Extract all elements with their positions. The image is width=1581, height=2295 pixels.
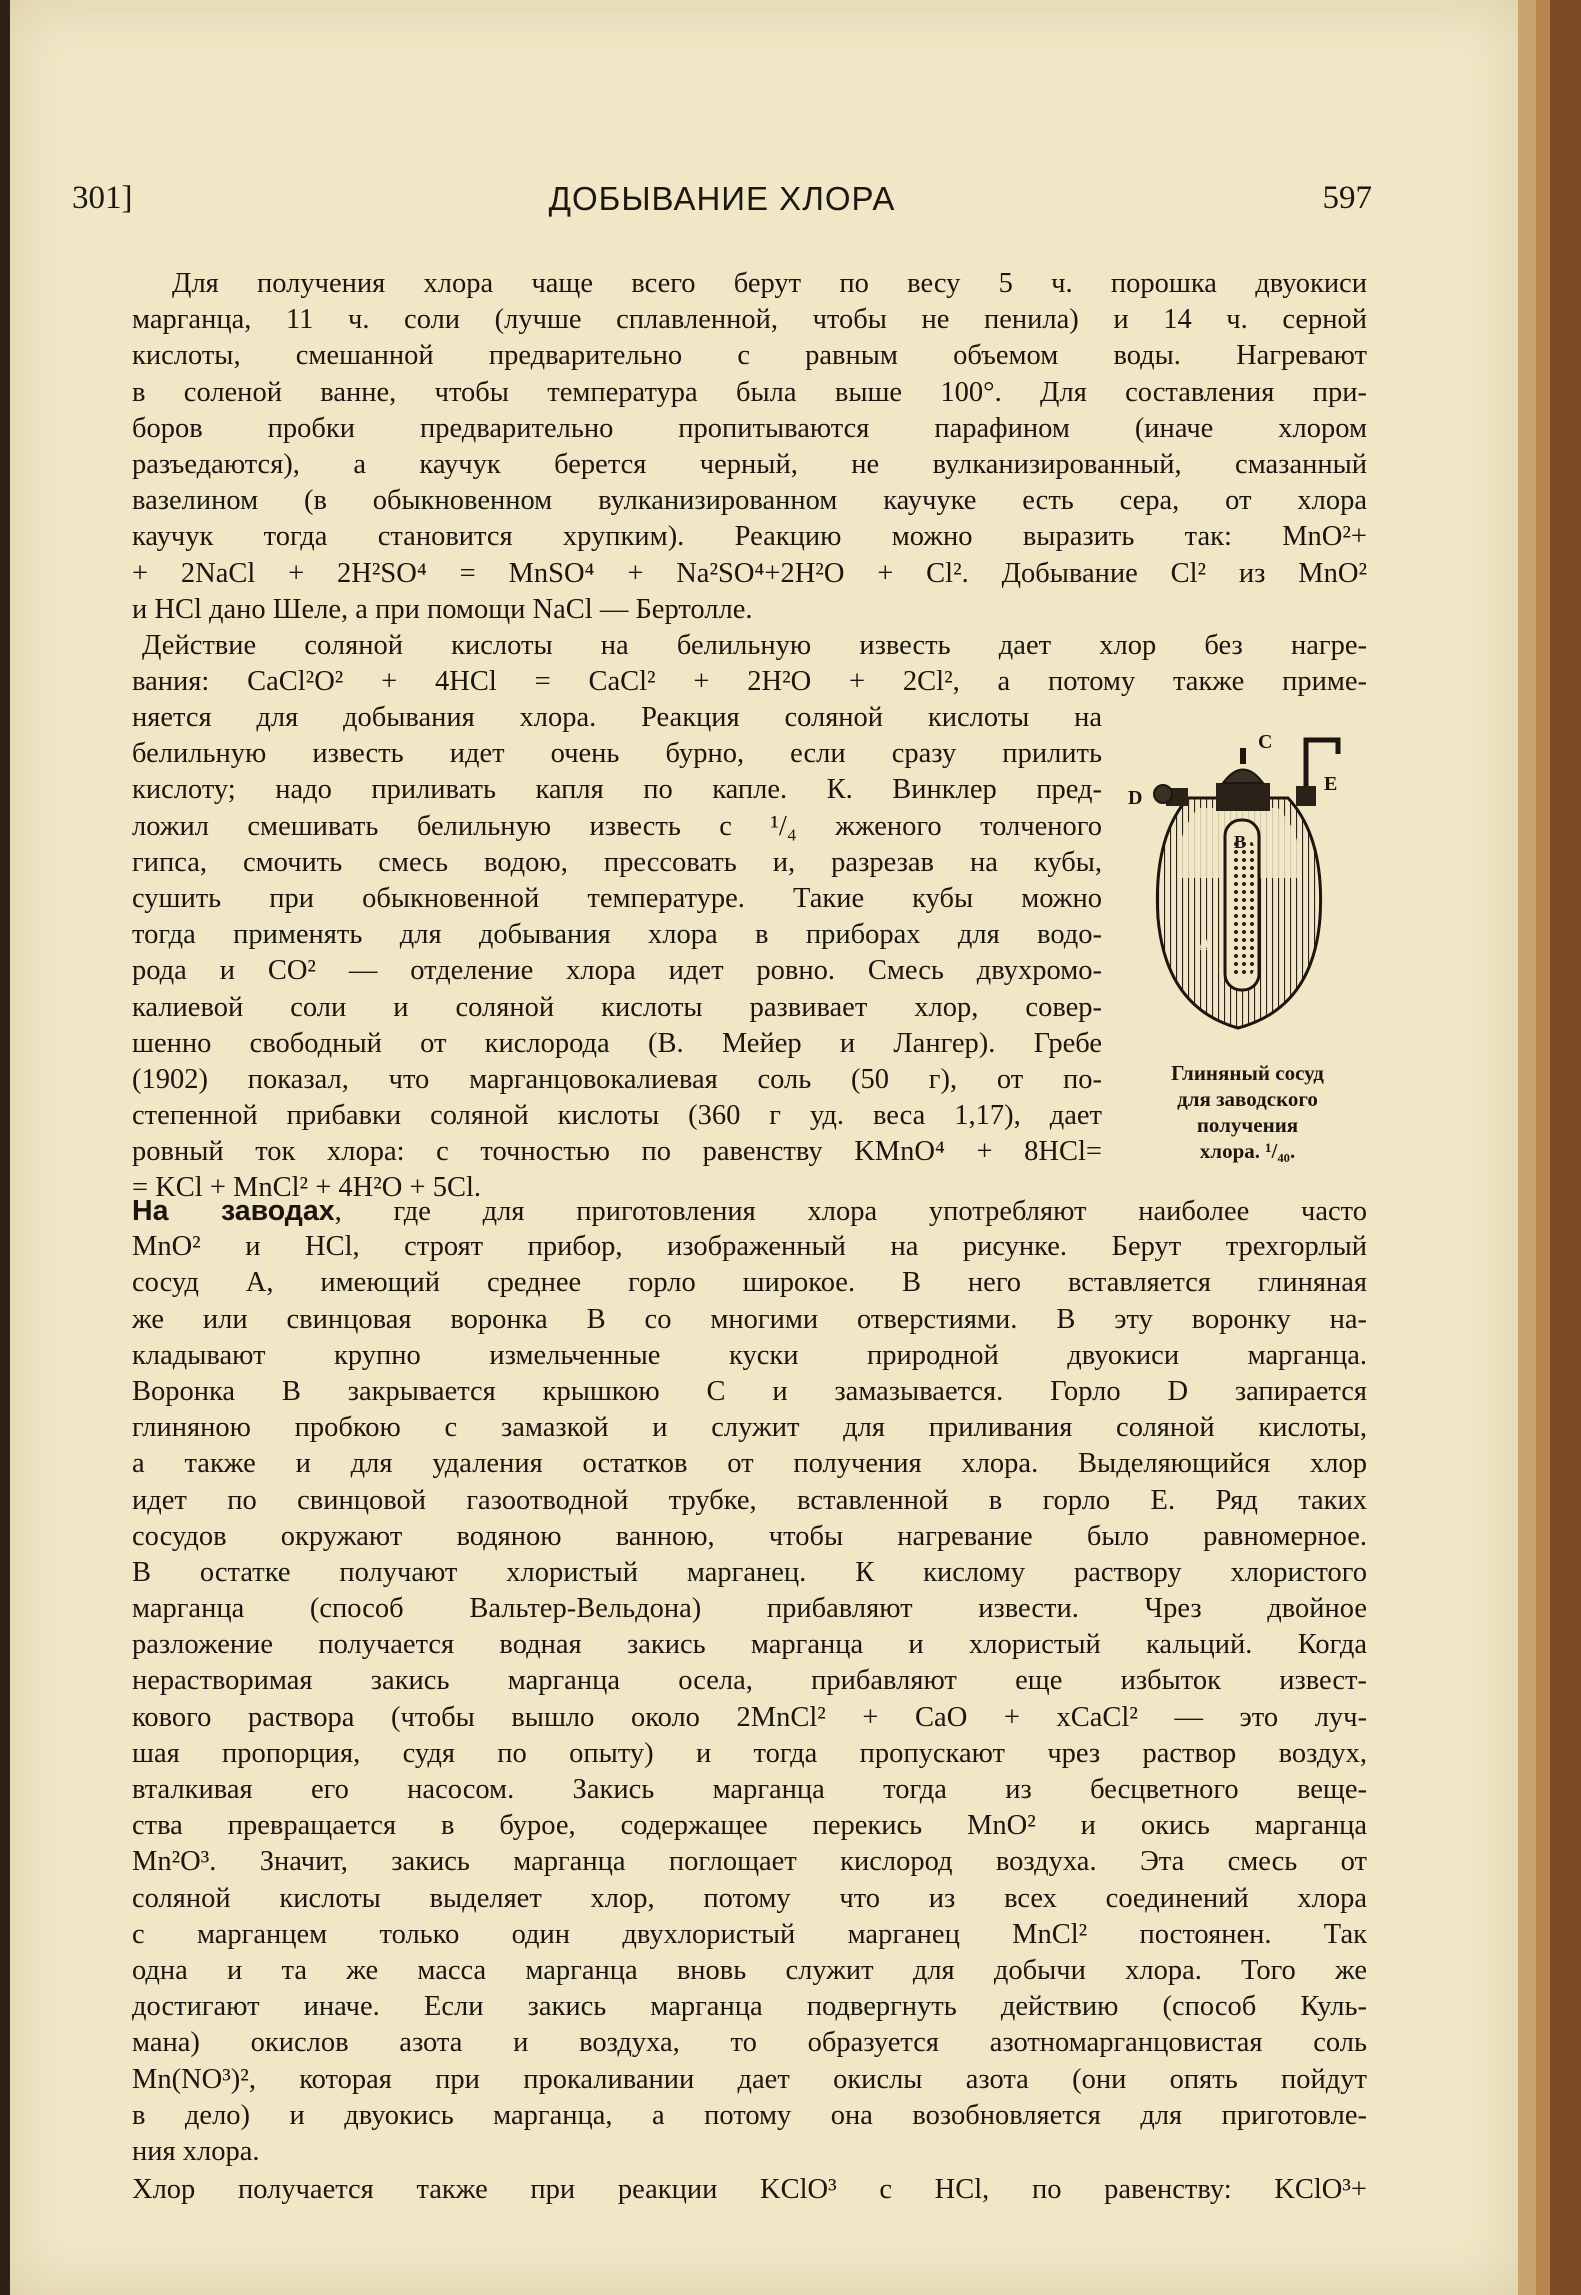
paragraph-4	[132, 2172, 1367, 2208]
text-line: Воронка B закрывается крышкою C и замазывается. Горло D запирается	[132, 1375, 1367, 1407]
paragraph-2-narrow	[132, 700, 1102, 1207]
text-line: белильную известь идет очень бурно, если сразу прилить	[132, 738, 1102, 770]
text-line: разъедаются), а каучук берется черный, не вулканизированный, смазанный	[132, 448, 1367, 480]
text-line: кислоты, смешанной предварительно с равным объемом воды. Нагревают	[132, 340, 1367, 372]
text-line: рода и CO² — отделение хлора идет ровно. Смесь двухромо-	[132, 955, 1102, 987]
text-run: , где для приготовления хлора употребляют наиболее часто	[334, 1196, 1367, 1227]
clay-vessel-figure	[1128, 728, 1368, 1248]
text-line: калиевой соли и соляной кислоты развивает хлор, совер-	[132, 991, 1102, 1023]
text-line: нерастворимая закись марганца осела, прибавляют еще избыток извест-	[132, 1665, 1367, 1697]
text-line	[132, 1193, 1367, 1229]
label-c: C	[1258, 731, 1273, 753]
section-number: 301]	[72, 180, 133, 216]
caption-line: Глиняный сосуд	[1171, 1061, 1324, 1085]
caption-line: хлора. ¹/₄₀.	[1199, 1139, 1296, 1163]
text-line: MnO² и HCl, строят прибор, изображенный на рисунке. Берут трехгорлый	[132, 1231, 1367, 1263]
text-line: ства превращается в бурое, содержащее перекись MnO² и окись марганца	[132, 1810, 1367, 1842]
text-line: степенной прибавки соляной кислоты (360 г уд. веса 1,17), дает	[132, 1100, 1102, 1132]
text-line: каучук тогда становится хрупким). Реакцию можно выразить так: MnO²+	[132, 521, 1367, 553]
bold-lead: На заводах	[132, 1195, 335, 1227]
text-line: сосуд A, имеющий среднее горло широкое. В него вставляется глиняная	[132, 1267, 1367, 1299]
page-title: ДОБЫВАНИЕ ХЛОРА	[548, 180, 896, 217]
clay-vessel-illustration	[1128, 728, 1368, 1058]
text-line: кислоту; надо приливать капля по капле. К. Винклер пред-	[132, 774, 1102, 806]
text-line: ния хлора.	[132, 2135, 260, 2167]
text-line: кладывают крупно измельченные куски природной двуокиси марганца.	[132, 1339, 1367, 1371]
label-e: E	[1324, 773, 1338, 795]
text-line: боров пробки предварительно пропитываются парафином (иначе хлором	[132, 412, 1367, 444]
text-line: тогда применять для добывания хлора в приборах для водо-	[132, 919, 1102, 951]
text-line: Действие соляной кислоты на белильную известь дает хлор без нагре-	[142, 630, 1367, 661]
page-number: 597	[1322, 180, 1372, 216]
text-line: соляной кислоты выделяет хлор, потому что из всех соединений хлора	[132, 1882, 1367, 1914]
text-line: шенно свободный от кислорода (В. Мейер и Лангер). Гребе	[132, 1027, 1102, 1059]
text-line: марганца, 11 ч. соли (лучше сплавленной, чтобы не пенила) и 14 ч. серной	[132, 304, 1367, 336]
text-line: Mn²O³. Значит, закись марганца поглощает кислород воздуха. Эта смесь от	[132, 1846, 1367, 1878]
text-line: марганца (способ Вальтер-Вельдона) прибавляют извести. Чрез двойное	[132, 1593, 1367, 1625]
label-d: D	[1128, 787, 1143, 809]
caption-line: получения	[1196, 1113, 1299, 1137]
text-line: + 2NaCl + 2H²SO⁴ = MnSO⁴ + Na²SO⁴+2H²O + Cl². Добывание Cl² из MnO²	[132, 557, 1367, 589]
text-line: в соленой ванне, чтобы температура была выше 100°. Для составления при-	[132, 376, 1367, 408]
paragraph-2-full	[132, 628, 1367, 700]
text-line: вталкивая его насосом. Закись марганца тогда из бесцветного веще-	[132, 1774, 1367, 1805]
text-line: (1902) показал, что марганцовокалиевая соль (50 г), от по-	[132, 1063, 1102, 1095]
text-line: кового раствора (чтобы вышло около 2MnCl² + CaO + xCaCl² — это луч-	[132, 1701, 1367, 1733]
text-line: мана) окислов азота и воздуха, то образуется азотномарганцовистая соль	[132, 2027, 1367, 2059]
text-line: вания: CaCl²O² + 4HCl = CaCl² + 2H²O + 2Cl², а потому также приме-	[132, 666, 1367, 698]
text-line: глиняною пробкою с замазкой и служит для приливания соляной кислоты,	[132, 1412, 1367, 1444]
text-line: шая пропорция, судя по опыту) и тогда пропускают чрез раствор воздух,	[132, 1737, 1367, 1769]
text-line: вазелином (в обыкновенном вулканизированном каучуке есть сера, от хлора	[132, 485, 1367, 517]
running-header	[72, 180, 1372, 230]
text-line: и HCl дано Шеле, а при помощи NaCl — Бертолле.	[132, 593, 753, 625]
text-line: сушить при обыкновенной температуре. Такие кубы можно	[132, 882, 1102, 914]
text-line: Хлор получается также при реакции KClO³ с HCl, по равенству: KClO³+	[132, 2174, 1367, 2205]
text-line: В остатке получают хлористый марганец. К кислому раствору хлористого	[132, 1556, 1367, 1588]
text-line: одна и та же масса марганца вновь служит для добычи хлора. Того же	[132, 1954, 1367, 1986]
text-line: сосудов окружают водяною ванною, чтобы нагревание было равномерное.	[132, 1520, 1367, 1552]
caption-line: для заводского	[1177, 1087, 1318, 1111]
text-line: в дело) и двуокись марганца, а потому она возобновляется для приготовле-	[132, 2099, 1367, 2131]
text-line: достигают иначе. Если закись марганца подвергнуть действию (способ Куль-	[132, 1991, 1367, 2023]
text-line: = KCl + MnCl² + 4H²O + 5Cl.	[132, 1172, 481, 1204]
text-line: разложение получается водная закись марганца и хлористый кальций. Когда	[132, 1629, 1367, 1661]
text-line: Mn(NO³)², которая при прокаливании дает окислы азота (они опять пойдут	[132, 2063, 1367, 2095]
text-line: няется для добывания хлора. Реакция соляной кислоты на	[132, 702, 1102, 733]
paragraph-3	[132, 1193, 1367, 2170]
text-line: а также и для удаления остатков от получения хлора. Выделяющийся хлор	[132, 1448, 1367, 1480]
page-edge	[1536, 0, 1550, 2295]
page-edge	[1518, 0, 1536, 2295]
text-line: ровный ток хлора: с точностью по равенству KMnO⁴ + 8HCl=	[132, 1136, 1102, 1168]
text-line: идет по свинцовой газоотводной трубке, вставленной в горло E. Ряд таких	[132, 1484, 1367, 1516]
text-line: с марганцем только один двухлористый марганец MnCl² постоянен. Так	[132, 1918, 1367, 1950]
label-a: A	[1198, 934, 1211, 954]
label-b: B	[1234, 832, 1247, 852]
figure-caption	[1115, 1060, 1380, 1164]
text-line: гипса, смочить смесь водою, прессовать и, разрезав на кубы,	[132, 846, 1102, 878]
paragraph-1	[132, 266, 1367, 628]
book-cover-edge	[1550, 0, 1581, 2295]
text-line: Для получения хлора чаще всего берут по весу 5 ч. порошка двуокиси	[172, 268, 1367, 299]
text-line: ложил смешивать белильную известь с ¹/₄ жженого толченого	[132, 810, 1102, 842]
text-line: же или свинцовая воронка B со многими отверстиями. В эту воронку на-	[132, 1303, 1367, 1335]
